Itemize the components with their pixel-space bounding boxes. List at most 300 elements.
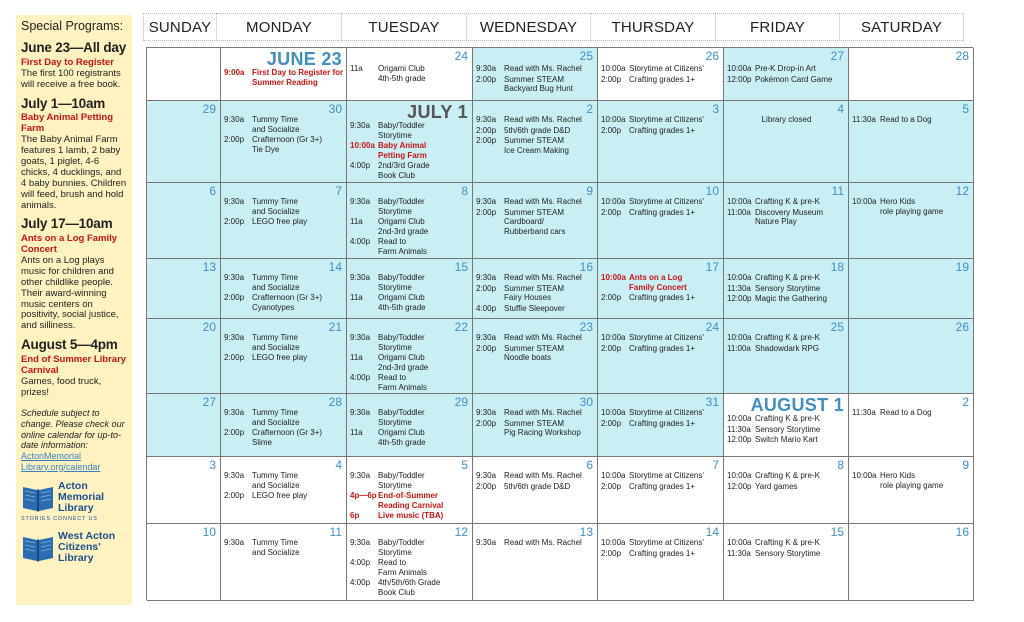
calendar-event[interactable] bbox=[852, 115, 971, 125]
calendar-day[interactable] bbox=[598, 524, 724, 601]
calendar-event[interactable] bbox=[476, 304, 595, 314]
event-title: Storytime at Citizens' bbox=[629, 115, 704, 124]
calendar-event[interactable] bbox=[350, 141, 470, 160]
calendar-day[interactable] bbox=[598, 394, 724, 457]
day-events bbox=[852, 471, 971, 491]
weekday-label: TUESDAY bbox=[341, 13, 467, 41]
program-name: End of Summer Library Carnival bbox=[21, 353, 127, 376]
day-events bbox=[727, 333, 846, 354]
day-number: 4 bbox=[335, 458, 342, 472]
schedule-note: Schedule subject to change. Please check our online calendar for up-to-date information: bbox=[21, 408, 125, 451]
day-events bbox=[601, 333, 721, 354]
event-time: 9:30a bbox=[476, 115, 497, 124]
calendar-day[interactable] bbox=[724, 259, 849, 319]
day-events bbox=[727, 471, 846, 492]
event-title: 4th/5th/6th Grade Book Club bbox=[378, 578, 441, 597]
event-title: Crafting K & pre-K bbox=[755, 414, 820, 423]
open-book-icon bbox=[21, 532, 55, 564]
day-number: 6 bbox=[209, 184, 216, 198]
calendar-event[interactable] bbox=[601, 471, 721, 481]
day-events bbox=[852, 408, 971, 419]
calendar-event[interactable] bbox=[727, 333, 846, 343]
calendar-day[interactable] bbox=[724, 457, 849, 524]
day-events bbox=[476, 64, 595, 95]
calendar-event[interactable] bbox=[727, 482, 846, 492]
event-title: Summer STEAM Ice Cream Making bbox=[504, 136, 569, 155]
calendar-day[interactable] bbox=[473, 524, 598, 601]
calendar-event[interactable] bbox=[476, 333, 595, 343]
event-time: 4p—6p bbox=[350, 491, 377, 501]
event-title: Crafternoon (Gr 3+) Cyanotypes bbox=[252, 293, 323, 312]
event-time: 9:30a bbox=[476, 333, 497, 342]
weekday-label: FRIDAY bbox=[715, 13, 840, 41]
day-events bbox=[476, 471, 595, 492]
calendar-event[interactable] bbox=[601, 75, 721, 85]
calendar-event[interactable] bbox=[350, 293, 470, 312]
event-time: 4:00p bbox=[476, 303, 497, 313]
day-events bbox=[350, 333, 470, 394]
calendar-event[interactable] bbox=[224, 408, 344, 427]
event-time: 11a bbox=[350, 428, 363, 438]
calendar-event[interactable] bbox=[350, 161, 470, 180]
event-title: Crafternoon (Gr 3+) Tie Dye bbox=[252, 135, 323, 154]
event-title: Tummy Time and Socialize bbox=[252, 115, 300, 134]
calendar-event[interactable] bbox=[476, 208, 595, 237]
calendar-event[interactable] bbox=[852, 471, 971, 490]
calendar-event[interactable] bbox=[601, 64, 721, 74]
calendar-event[interactable] bbox=[350, 273, 470, 292]
month-start-label: JULY 1 bbox=[407, 102, 468, 122]
calendar-event[interactable] bbox=[476, 126, 595, 136]
calendar-day[interactable] bbox=[849, 394, 974, 457]
event-time: 9:30a bbox=[224, 273, 245, 282]
calendar-event[interactable] bbox=[601, 208, 721, 218]
calendar-event[interactable] bbox=[727, 549, 846, 559]
calendar-event[interactable] bbox=[224, 333, 344, 352]
weekday-label: WEDNESDAY bbox=[466, 13, 591, 41]
calendar-event[interactable] bbox=[727, 208, 846, 227]
event-title: Summer STEAM Fairy Houses bbox=[504, 283, 565, 303]
day-events bbox=[350, 121, 470, 182]
day-number: 23 bbox=[579, 320, 593, 334]
day-events bbox=[224, 333, 344, 364]
day-number: 16 bbox=[579, 260, 593, 274]
calendar-day[interactable] bbox=[221, 259, 347, 319]
logo-tagline: STORIES CONNECT US bbox=[21, 516, 98, 523]
event-title: Crafting K & pre-K bbox=[755, 273, 820, 282]
calendar-day[interactable] bbox=[473, 394, 598, 457]
weekday-header bbox=[143, 13, 973, 41]
calendar-day[interactable] bbox=[849, 101, 974, 183]
calendar-event[interactable] bbox=[350, 471, 470, 490]
event-time: 9:30a bbox=[350, 408, 371, 417]
calendar-event[interactable] bbox=[601, 273, 721, 292]
calendar-event[interactable] bbox=[224, 428, 344, 447]
calendar-event[interactable] bbox=[727, 284, 846, 294]
day-number: 14 bbox=[328, 260, 342, 274]
event-title: Storytime at Citizens' bbox=[629, 64, 704, 73]
day-events bbox=[224, 68, 344, 88]
event-time: 11a bbox=[350, 293, 363, 303]
day-number: 27 bbox=[830, 49, 844, 63]
calendar-day[interactable] bbox=[849, 183, 974, 259]
event-time: 2:00p bbox=[224, 428, 245, 438]
calendar-link-line1: ActonMemorial bbox=[21, 450, 82, 461]
calendar-day[interactable] bbox=[147, 183, 221, 259]
calendar-event[interactable] bbox=[350, 373, 470, 392]
day-events bbox=[350, 538, 470, 599]
day-number: 9 bbox=[962, 458, 969, 472]
event-time: 10:00a bbox=[350, 141, 375, 151]
day-number: 7 bbox=[712, 458, 719, 472]
open-book-icon bbox=[21, 482, 55, 514]
calendar-event[interactable] bbox=[476, 482, 595, 492]
calendar-event[interactable] bbox=[476, 408, 595, 418]
calendar-day[interactable] bbox=[598, 457, 724, 524]
calendar-event[interactable] bbox=[601, 115, 721, 125]
logo-line: Memorial bbox=[58, 491, 105, 504]
day-number: 5 bbox=[962, 102, 969, 116]
calendar-link[interactable] bbox=[21, 451, 127, 472]
calendar-event[interactable] bbox=[727, 75, 846, 85]
calendar-day[interactable] bbox=[724, 319, 849, 394]
month-start-label: JUNE 23 bbox=[266, 49, 342, 69]
program-description: Games, food truck, prizes! bbox=[21, 375, 102, 398]
calendar-day[interactable] bbox=[849, 524, 974, 601]
day-number: 24 bbox=[454, 49, 468, 63]
event-title: Crafting K & pre-K bbox=[755, 197, 820, 206]
program-date: August 5—4pm bbox=[21, 337, 118, 353]
calendar-event[interactable] bbox=[476, 75, 595, 94]
event-time: 11:30a bbox=[852, 115, 876, 124]
event-title: Storytime at Citizens' bbox=[629, 197, 704, 206]
day-number: 26 bbox=[705, 49, 719, 63]
calendar-event[interactable] bbox=[350, 428, 470, 447]
day-number: 21 bbox=[328, 320, 342, 334]
calendar-event[interactable] bbox=[224, 491, 344, 501]
event-time: 9:30a bbox=[350, 197, 371, 206]
calendar-event[interactable] bbox=[350, 217, 470, 236]
calendar-event[interactable] bbox=[350, 538, 470, 557]
calendar-day[interactable] bbox=[849, 259, 974, 319]
day-number: 10 bbox=[202, 525, 216, 539]
calendar-day[interactable] bbox=[147, 101, 221, 183]
calendar-event[interactable] bbox=[224, 293, 344, 312]
calendar-day[interactable] bbox=[849, 319, 974, 394]
event-title: Read to a Dog bbox=[880, 115, 932, 124]
calendar-event[interactable] bbox=[727, 538, 846, 548]
month-start-label: AUGUST 1 bbox=[750, 395, 844, 415]
event-title: 2nd/3rd Grade Book Club bbox=[378, 161, 430, 180]
day-number: 19 bbox=[955, 260, 969, 274]
event-title: Hero Kids role playing game bbox=[880, 197, 944, 216]
event-title: Read with Ms. Rachel bbox=[504, 64, 582, 73]
day-number: 30 bbox=[328, 102, 342, 116]
calendar-event[interactable] bbox=[727, 414, 846, 424]
event-time: 2:00p bbox=[601, 293, 622, 303]
event-time: 9:30a bbox=[476, 538, 497, 547]
event-title: Pre-K Drop-in Art bbox=[755, 64, 816, 73]
event-title: Read to a Dog bbox=[880, 408, 932, 417]
day-number: 3 bbox=[712, 102, 719, 116]
calendar-event[interactable] bbox=[350, 558, 470, 577]
day-events bbox=[224, 273, 344, 313]
calendar-event[interactable] bbox=[601, 549, 721, 559]
calendar-event[interactable] bbox=[476, 273, 595, 283]
calendar-event[interactable] bbox=[350, 578, 470, 597]
program-item bbox=[21, 337, 127, 398]
calendar-day[interactable] bbox=[598, 101, 724, 183]
calendar-day[interactable] bbox=[221, 524, 347, 601]
event-time: 9:30a bbox=[224, 115, 245, 124]
calendar-day[interactable] bbox=[221, 457, 347, 524]
calendar-event[interactable] bbox=[476, 64, 595, 74]
calendar-event[interactable] bbox=[601, 293, 721, 303]
event-title: Read with Ms. Rachel bbox=[504, 538, 582, 547]
calendar-day[interactable] bbox=[347, 319, 473, 394]
event-title: Baby/Toddler Storytime bbox=[378, 333, 425, 352]
day-number: 22 bbox=[454, 320, 468, 334]
weekday-label: MONDAY bbox=[216, 13, 342, 41]
calendar-event[interactable] bbox=[350, 408, 470, 427]
calendar-day[interactable] bbox=[724, 101, 849, 183]
day-events bbox=[727, 64, 846, 85]
calendar-event[interactable] bbox=[350, 353, 470, 372]
event-time: 12:00p bbox=[727, 435, 752, 445]
event-time: 9:30a bbox=[476, 64, 497, 73]
event-time: 10:00a bbox=[601, 115, 626, 124]
calendar-day[interactable] bbox=[347, 524, 473, 601]
calendar-day[interactable] bbox=[347, 101, 473, 183]
calendar-day[interactable] bbox=[724, 524, 849, 601]
calendar-week bbox=[147, 101, 973, 183]
calendar-day[interactable] bbox=[473, 259, 598, 319]
calendar-day[interactable] bbox=[724, 183, 849, 259]
calendar-day[interactable] bbox=[473, 457, 598, 524]
event-time: 11a bbox=[350, 217, 363, 227]
day-events bbox=[224, 471, 344, 502]
calendar-day[interactable] bbox=[473, 183, 598, 259]
logo-line: West Acton bbox=[58, 530, 116, 543]
program-description: The first 100 registrants will receive a free book. bbox=[21, 67, 121, 90]
calendar-day[interactable] bbox=[598, 48, 724, 101]
program-name: First Day to Register bbox=[21, 56, 114, 68]
event-title: LEGO free play bbox=[252, 491, 308, 501]
day-number: 16 bbox=[955, 525, 969, 539]
event-time: 2:00p bbox=[476, 481, 497, 491]
day-events bbox=[476, 408, 595, 439]
calendar-day[interactable] bbox=[221, 101, 347, 183]
event-time: 2:00p bbox=[476, 418, 497, 428]
event-time: 2:00p bbox=[476, 283, 497, 293]
calendar-event[interactable] bbox=[852, 408, 971, 418]
event-time: 10:00a bbox=[601, 538, 626, 547]
special-programs-sidebar bbox=[16, 15, 132, 605]
calendar-day[interactable] bbox=[347, 457, 473, 524]
event-title: Read with Ms. Rachel bbox=[504, 471, 582, 480]
event-title: Baby/Toddler Storytime bbox=[378, 273, 425, 292]
program-date: July 1—10am bbox=[21, 95, 106, 111]
calendar-day[interactable] bbox=[347, 48, 473, 101]
event-time: 10:00a bbox=[601, 64, 626, 73]
logo-line: Acton bbox=[58, 480, 88, 493]
program-name: Baby Animal Petting Farm bbox=[21, 112, 114, 135]
calendar-event[interactable] bbox=[727, 115, 846, 125]
calendar-event[interactable] bbox=[224, 353, 344, 363]
calendar-day[interactable] bbox=[147, 259, 221, 319]
calendar-day[interactable] bbox=[473, 319, 598, 394]
calendar-event[interactable] bbox=[476, 419, 595, 438]
calendar-event[interactable] bbox=[727, 273, 846, 283]
calendar-day[interactable] bbox=[473, 101, 598, 183]
calendar-event[interactable] bbox=[727, 471, 846, 481]
calendar-event[interactable] bbox=[224, 115, 344, 134]
calendar-event[interactable] bbox=[727, 425, 846, 435]
program-item bbox=[21, 40, 127, 90]
calendar-event[interactable] bbox=[350, 237, 470, 256]
event-title: Origami Club 2nd-3rd grade bbox=[378, 217, 429, 236]
calendar-event[interactable] bbox=[350, 511, 470, 521]
calendar-day[interactable] bbox=[221, 319, 347, 394]
day-number: 27 bbox=[202, 395, 216, 409]
calendar-day[interactable] bbox=[347, 183, 473, 259]
event-time: 9:30a bbox=[476, 408, 497, 417]
event-time: 2:00p bbox=[224, 293, 245, 303]
calendar-day[interactable] bbox=[598, 259, 724, 319]
calendar-event[interactable] bbox=[601, 126, 721, 136]
calendar-event[interactable] bbox=[224, 217, 344, 227]
calendar-event[interactable] bbox=[476, 136, 595, 155]
calendar-day[interactable] bbox=[147, 457, 221, 524]
day-number: 4 bbox=[837, 102, 844, 116]
day-number: 13 bbox=[579, 525, 593, 539]
calendar-event[interactable] bbox=[727, 64, 846, 74]
calendar-event[interactable] bbox=[476, 471, 595, 481]
day-number: 26 bbox=[955, 320, 969, 334]
event-title: Ants on a Log Family Concert bbox=[629, 273, 687, 292]
weekday-label: SATURDAY bbox=[839, 13, 964, 41]
event-title: Storytime at Citizens' bbox=[629, 471, 704, 480]
event-title: Summer STEAM Cardboard/ Rubberband cars bbox=[504, 207, 566, 236]
calendar-day[interactable] bbox=[598, 183, 724, 259]
calendar-grid bbox=[146, 47, 973, 600]
event-time: 10:00a bbox=[601, 333, 626, 342]
calendar-event[interactable] bbox=[224, 538, 344, 557]
day-events bbox=[476, 333, 595, 364]
calendar-day[interactable] bbox=[473, 48, 598, 101]
day-number: 3 bbox=[209, 458, 216, 472]
event-title: Storytime at Citizens' bbox=[629, 408, 704, 417]
event-time: 12:00p bbox=[727, 294, 752, 304]
day-events bbox=[476, 197, 595, 237]
calendar-event[interactable] bbox=[727, 435, 846, 445]
calendar-day[interactable] bbox=[221, 48, 347, 101]
event-title: Storytime at Citizens' bbox=[629, 333, 704, 342]
calendar-event[interactable] bbox=[852, 197, 971, 216]
calendar-event[interactable] bbox=[727, 294, 846, 304]
event-title: First Day to Register for Summer Reading bbox=[252, 68, 344, 87]
calendar-event[interactable] bbox=[350, 333, 470, 352]
calendar-day[interactable] bbox=[849, 48, 974, 101]
event-time: 10:00a bbox=[727, 273, 752, 282]
day-events bbox=[476, 273, 595, 314]
calendar-event[interactable] bbox=[350, 197, 470, 216]
calendar-day[interactable] bbox=[147, 524, 221, 601]
calendar-event[interactable] bbox=[476, 284, 595, 303]
calendar-event[interactable] bbox=[224, 197, 344, 216]
calendar-event[interactable] bbox=[224, 471, 344, 490]
calendar-event[interactable] bbox=[350, 64, 470, 83]
event-time: 10:00a bbox=[852, 197, 877, 206]
day-number: 25 bbox=[579, 49, 593, 63]
calendar-event[interactable] bbox=[476, 197, 595, 207]
calendar-event[interactable] bbox=[601, 344, 721, 354]
event-title: Read with Ms. Rachel bbox=[504, 197, 582, 206]
event-time: 2:00p bbox=[601, 548, 622, 558]
program-name: Ants on a Log Family Concert bbox=[21, 232, 118, 255]
calendar-event[interactable] bbox=[727, 344, 846, 354]
event-time: 9:30a bbox=[350, 121, 371, 130]
event-title: Baby/Toddler Storytime bbox=[378, 408, 425, 427]
calendar-event[interactable] bbox=[224, 135, 344, 154]
day-events bbox=[601, 197, 721, 218]
calendar-day[interactable] bbox=[849, 457, 974, 524]
event-time: 9:30a bbox=[350, 273, 371, 282]
logo-line: Library bbox=[58, 502, 94, 515]
calendar-event[interactable] bbox=[601, 419, 721, 429]
calendar-event[interactable] bbox=[224, 273, 344, 292]
event-title: Tummy Time and Socialize bbox=[252, 408, 300, 427]
calendar-event[interactable] bbox=[601, 482, 721, 492]
calendar-day[interactable] bbox=[724, 48, 849, 101]
calendar-event[interactable] bbox=[476, 344, 595, 363]
calendar-day[interactable] bbox=[724, 394, 849, 457]
calendar-week bbox=[147, 259, 973, 319]
event-title: Crafting grades 1+ bbox=[629, 481, 696, 491]
west-acton-logo bbox=[21, 531, 127, 564]
day-events bbox=[476, 538, 595, 549]
calendar-event[interactable] bbox=[601, 197, 721, 207]
day-number: 10 bbox=[705, 184, 719, 198]
calendar-event[interactable] bbox=[601, 333, 721, 343]
calendar-event[interactable] bbox=[224, 68, 344, 87]
calendar-event[interactable] bbox=[727, 197, 846, 207]
event-time: 2:00p bbox=[224, 135, 245, 145]
event-title: Read to Farm Animals bbox=[378, 373, 427, 392]
calendar-day[interactable] bbox=[347, 259, 473, 319]
event-time: 4:00p bbox=[350, 161, 371, 171]
calendar-event[interactable] bbox=[350, 121, 470, 140]
calendar-event[interactable] bbox=[476, 538, 595, 548]
event-title: Baby/Toddler Storytime bbox=[378, 471, 425, 490]
day-number: 7 bbox=[335, 184, 342, 198]
calendar-day[interactable] bbox=[221, 183, 347, 259]
calendar-event[interactable] bbox=[350, 491, 470, 510]
day-events bbox=[727, 273, 846, 305]
logo-line: Citizens' bbox=[58, 541, 101, 554]
calendar-event[interactable] bbox=[601, 408, 721, 418]
event-time: 2:00p bbox=[476, 125, 497, 135]
calendar-day[interactable] bbox=[147, 48, 221, 101]
calendar-day[interactable] bbox=[147, 394, 221, 457]
calendar-day[interactable] bbox=[147, 319, 221, 394]
calendar-event[interactable] bbox=[476, 115, 595, 125]
calendar-event[interactable] bbox=[601, 538, 721, 548]
calendar-day[interactable] bbox=[347, 394, 473, 457]
calendar-day[interactable] bbox=[221, 394, 347, 457]
calendar-day[interactable] bbox=[598, 319, 724, 394]
day-events bbox=[350, 64, 470, 84]
